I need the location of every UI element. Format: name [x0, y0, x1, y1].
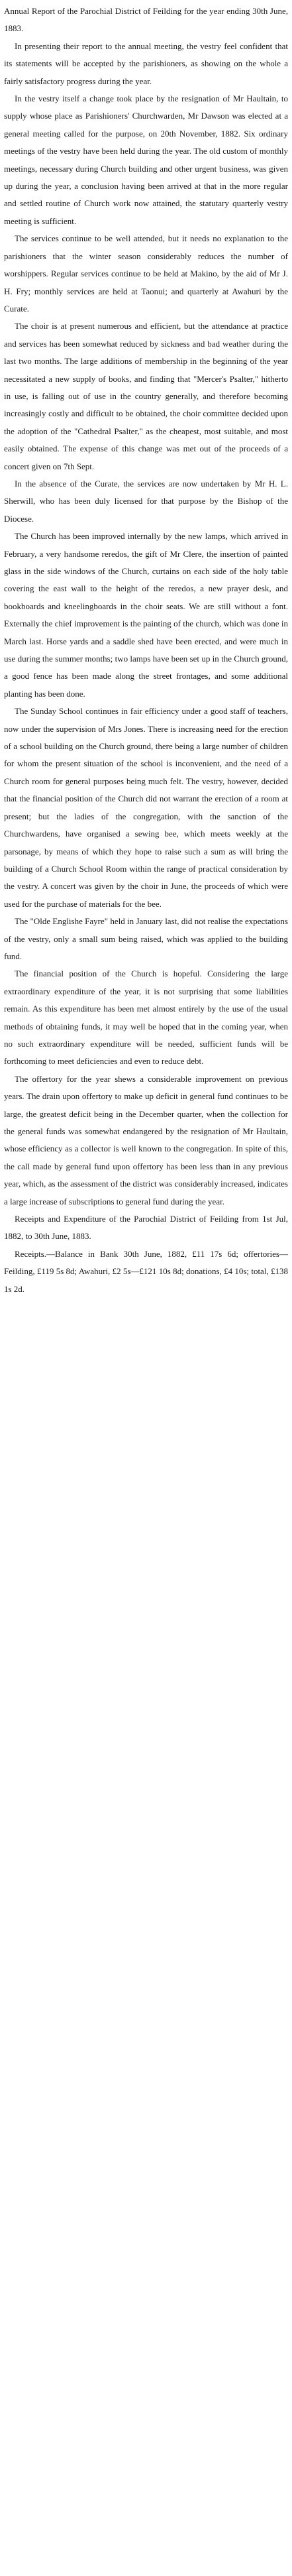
paragraph-offertory: The offertory for the year shews a considerable improvement on previous years. The drain upon offertory to make up deficit in general fund continues to be large, the greatest deficit being in the December quarter, when the collection for the general funds was somewhat endangered by the resignation of Mr Haultain, whose efficiency as a collector is well known to the congregation. In spite of this, the call made by general fund upon offertory has been less than in any previous year, which, as the assessment of the district was considerably increased, indicates a large increase of subscriptions to general fund during the year. [4, 1073, 288, 1206]
paragraph-financial-position: The financial position of the Church is hopeful. Considering the large extraordinary expenditure of the year, it is not surprising that some liabilities remain. As this expenditure has been met almost entirely by the use of the usual methods of obtaining funds, it may well be hoped that in the coming year, when no such extraordinary expenditure will be needed, sufficient funds will be forthcoming to meet deficiencies and even to reduce debt. [4, 968, 288, 1067]
paragraph-choir: The choir is at present numerous and efficient, but the attendance at practice and services has been somewhat reduced by sickness and bad weather during the last two months. The large additions of membership in the beginning of the year necessitated a new supply of books, and finding that "Mercer's Psalter," hitherto in use, is falling out of use in the country generally, and therefore becoming increasingly costly and difficult to be obtained, the choir committee decided upon the adoption of the "Cathedral Psalter," as the cheapest, most suitable, and most easily obtained. The expense of this change was met out of the proceeds of a concert given on 7th Sept. [4, 321, 288, 471]
accounts-heading: Receipts and Expenditure of the Parochial District of Feilding from 1st Jul, 1882, to 30th June, 1883. [4, 1214, 288, 1242]
paragraph-curate-absence: In the absence of the Curate, the services are now undertaken by Mr H. L. Sherwill, who has been duly licensed for that purpose by the Bishop of the Diocese. [4, 478, 288, 524]
paragraph-olde-englishe-fayre: The "Olde Englishe Fayre" held in January last, did not realise the expectations of the vestry, only a small sum being raised, which was applied to the building fund. [4, 916, 288, 961]
paragraph-introduction: In presenting their report to the annual meeting, the vestry feel confident that its statements will be accepted by the parishioners, as showing on the whole a fairly satisfactory progress during the year. [4, 40, 288, 86]
paragraph-sunday-school: The Sunday School continues in fair efficiency under a good staff of teachers, now under the supervision of Mrs Jones. There is increasing need for the erection of a school building on the Church ground, there being a large number of children for whom the present situation of the school is inconvenient, and the need of a Church room for general purposes being much felt. The vestry, however, decided that the financial position of the Church did not warrant the erection of a room at present; but the ladies of the congregation, with the sanction of the Churchwardens, have organised a sewing bee, which meets weekly at the parsonage, by means of which they hope to raise such a sum as will bring the building of a Church School Room within the range of practical consideration by the vestry. A concert was given by the choir in June, the proceeds of which were used for the purchase of materials for the bee. [4, 706, 288, 909]
report-title: Annual Report of the Parochial District of Feilding for the year ending 30th June, 1883. [4, 6, 288, 34]
paragraph-church-improvements: The Church has been improved internally by the new lamps, which arrived in February, a very handsome reredos, the gift of Mr Clere, the insertion of painted glass in the side windows of the Church, curtains on each side of the holy table covering the east wall to the height of the reredos, a new prayer desk, and bookboards and kneelingboards in the choir seats. We are still without a font. Externally the chief improvement is the painting of the church, which was done in March last. Horse yards and a saddle shed have been erected, and were much in use during the summer months; two lamps have been set up in the Church ground, a good fence has been made along the street frontages, and some additional planting has been done. [4, 531, 288, 699]
paragraph-vestry: In the vestry itself a change took place by the resignation of Mr Haultain, to supply whose place as Parishioners' Churchwarden, Mr Dawson was elected at a general meeting called for the purpose, on 20th November, 1882. Six ordinary meetings of the vestry have been held during the year. The old custom of monthly meetings, necessary during Church building and other urgent business, was given up during the year, a conclusion having been arrived at that in the more regular and settled routine of Church work now attained, the statutary quarterly vestry meeting is sufficient. [4, 93, 288, 226]
paragraph-services: The services continue to be well attended, but it needs no explanation to the parishioners that the winter season considerably reduces the number of worshippers. Regular services continue to be held at Makino, by the aid of Mr J. H. Fry; monthly services are held at Taonui; and quarterly at Awahuri by the Curate. [4, 233, 288, 314]
accounts-receipts: Receipts.—Balance in Bank 30th June, 1882, £11 17s 6d; offertories—Feilding, £119 5s 8d; Awahuri, £2 5s—£121 10s 8d; donations, £4 10s; total, £138 1s 2d. [4, 1248, 288, 1294]
